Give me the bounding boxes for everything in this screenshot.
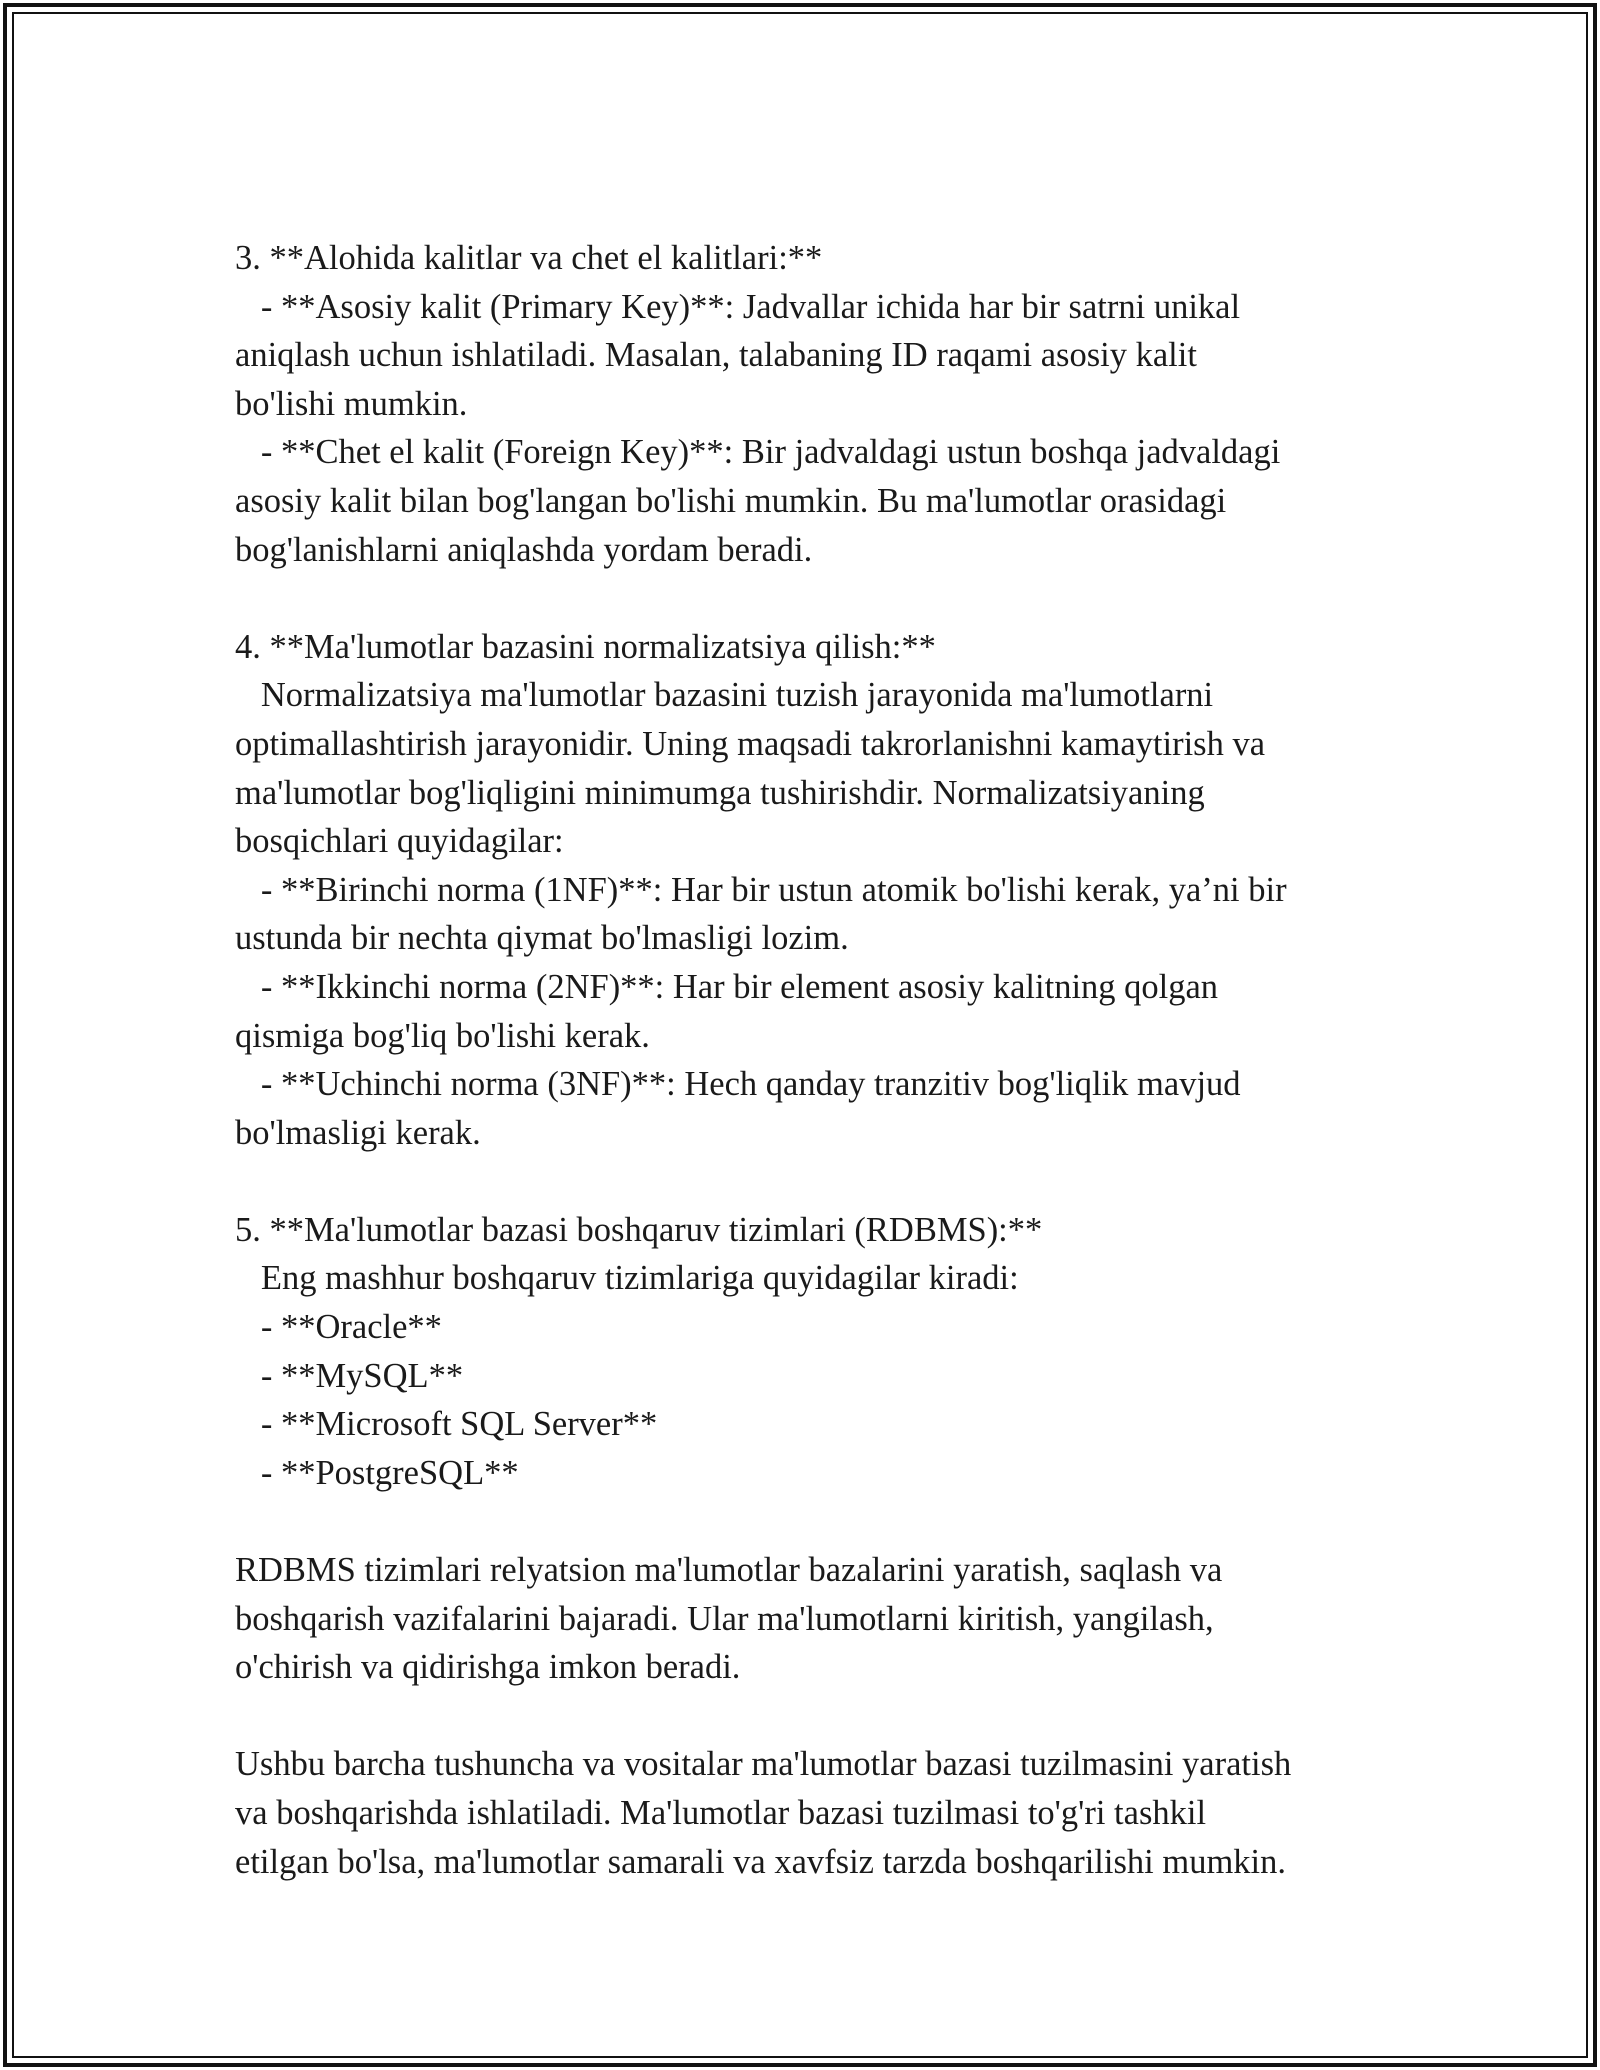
- text-line: aniqlash uchun ishlatiladi. Masalan, talabaning ID raqami asosiy kalit: [235, 336, 1197, 375]
- text-line: Eng mashhur boshqaruv tizimlariga quyidagilar kiradi:: [235, 1259, 1019, 1298]
- section-rdbms: [235, 1206, 1365, 1498]
- text-line: - **Asosiy kalit (Primary Key)**: Jadvallar ichida har bir satrni unikal: [235, 287, 1241, 326]
- list-item: - **MySQL**: [235, 1356, 464, 1395]
- text-line: bo'lishi mumkin.: [235, 384, 468, 423]
- section-heading: 5. **Ma'lumotlar bazasi boshqaruv tizimlari (RDBMS):**: [235, 1210, 1043, 1249]
- text-line: o'chirish va qidirishga imkon beradi.: [235, 1648, 741, 1687]
- list-item: - **Oracle**: [235, 1308, 442, 1347]
- text-line: va boshqarishda ishlatiladi. Ma'lumotlar bazasi tuzilmasi to'g'ri tashkil: [235, 1794, 1207, 1832]
- text-line: etilgan bo'lsa, ma'lumotlar samarali va xavfsiz tarzda boshqarilishi mumkin.: [235, 1842, 1286, 1881]
- list-item: - **Microsoft SQL Server**: [235, 1405, 658, 1444]
- text-line: bog'lanishlarni aniqlashda yordam beradi.: [235, 530, 813, 569]
- paragraph-rdbms-summary: [235, 1546, 1365, 1692]
- text-line: bosqichlari quyidagilar:: [235, 822, 564, 861]
- text-line: ustunda bir nechta qiymat bo'lmasligi lozim.: [235, 919, 849, 958]
- document-body: [235, 234, 1365, 1886]
- text-line: Normalizatsiya ma'lumotlar bazasini tuzish jarayonida ma'lumotlarni: [235, 676, 1214, 715]
- text-line: optimallashtirish jarayonidir. Uning maqsadi takrorlanishni kamaytirish va: [235, 724, 1266, 763]
- section-keys: [235, 234, 1365, 574]
- paragraph-gap: [235, 1157, 1365, 1206]
- text-line: RDBMS tizimlari relyatsion ma'lumotlar bazalarini yaratish, saqlash va: [235, 1551, 1223, 1590]
- text-line: asosiy kalit bilan bog'langan bo'lishi mumkin. Bu ma'lumotlar orasidagi: [235, 481, 1227, 520]
- text-line: - **Ikkinchi norma (2NF)**: Har bir element asosiy kalitning qolgan: [235, 967, 1219, 1006]
- paragraph-gap: [235, 1692, 1365, 1741]
- text-line: - **Birinchi norma (1NF)**: Har bir ustun atomik bo'lishi kerak, ya’ni bir: [235, 870, 1287, 909]
- paragraph-gap: [235, 574, 1365, 623]
- text-line: bo'lmasligi kerak.: [235, 1113, 481, 1152]
- text-line: Ushbu barcha tushuncha va vositalar ma'lumotlar bazasi tuzilmasini yaratish: [235, 1745, 1292, 1784]
- text-line: boshqarish vazifalarini bajaradi. Ular ma'lumotlarni kiritish, yangilash,: [235, 1599, 1214, 1638]
- section-heading: 4. **Ma'lumotlar bazasini normalizatsiya qilish:**: [235, 627, 936, 666]
- list-item: - **PostgreSQL**: [235, 1453, 519, 1492]
- text-line: qismiga bog'liq bo'lishi kerak.: [235, 1016, 650, 1055]
- paragraph-gap: [235, 1497, 1365, 1546]
- paragraph-conclusion: [235, 1740, 1365, 1886]
- text-line: - **Chet el kalit (Foreign Key)**: Bir jadvaldagi ustun boshqa jadvaldagi: [235, 433, 1281, 472]
- section-heading: 3. **Alohida kalitlar va chet el kalitlari:**: [235, 239, 823, 277]
- text-line: - **Uchinchi norma (3NF)**: Hech qanday tranzitiv bog'liqlik mavjud: [235, 1065, 1241, 1104]
- section-normalization: [235, 623, 1365, 1158]
- text-line: ma'lumotlar bog'liqligini minimumga tushirishdir. Normalizatsiyaning: [235, 773, 1205, 812]
